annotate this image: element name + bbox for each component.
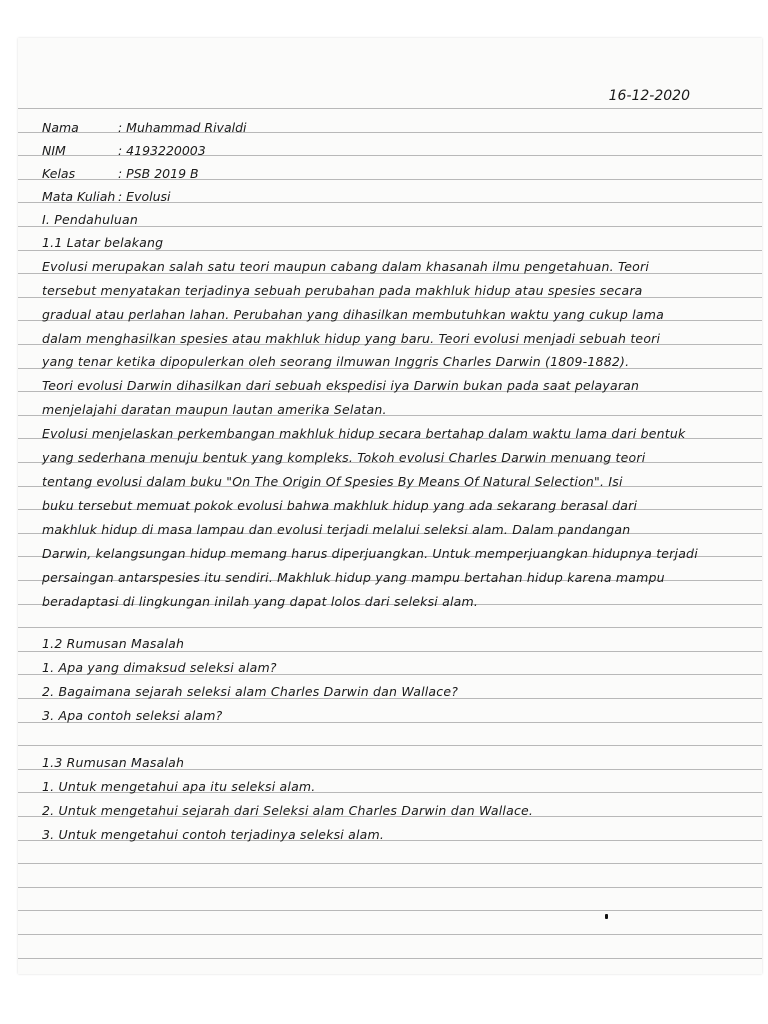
list-item: 1. Apa yang dimaksud seleksi alam? xyxy=(42,660,277,675)
paragraph-line: Evolusi merupakan salah satu teori maupun cabang dalam khasanah ilmu pengetahuan. Teori xyxy=(42,259,649,274)
list-item: 2. Untuk mengetahui sejarah dari Seleksi alam Charles Darwin dan Wallace. xyxy=(42,803,534,818)
heading-rumusan-masalah-1-3: 1.3 Rumusan Masalah xyxy=(42,755,185,770)
field-nama xyxy=(42,120,247,135)
paragraph-line: buku tersebut memuat pokok evolusi bahwa makhluk hidup yang ada sekarang berasal dari xyxy=(42,498,638,513)
paragraph-line: Evolusi menjelaskan perkembangan makhluk hidup secara bertahap dalam waktu lama dari bentuk xyxy=(42,426,686,441)
paragraph-line: Darwin, kelangsungan hidup memang harus diperjuangkan. Untuk memperjuangkan hidupnya terjadi xyxy=(42,546,698,561)
field-value: : Muhammad Rivaldi xyxy=(118,120,247,135)
paragraph-line: makhluk hidup di masa lampau dan evolusi terjadi melalui seleksi alam. Dalam pandangan xyxy=(42,522,631,537)
heading-pendahuluan: I. Pendahuluan xyxy=(42,212,139,227)
field-label: Mata Kuliah xyxy=(42,189,116,204)
paragraph-line: gradual atau perlahan lahan. Perubahan yang dihasilkan membutuhkan waktu yang cukup lama xyxy=(42,307,664,322)
ruled-line xyxy=(18,108,762,109)
paragraph-line: tentang evolusi dalam buku "On The Origin Of Spesies By Means Of Natural Selection". Isi xyxy=(42,474,623,489)
field-kelas xyxy=(42,166,199,181)
heading-latar-belakang: 1.1 Latar belakang xyxy=(42,235,164,250)
field-nim xyxy=(42,143,206,158)
ruled-line xyxy=(18,934,762,935)
list-item: 2. Bagaimana sejarah seleksi alam Charles Darwin dan Wallace? xyxy=(42,684,459,699)
ruled-line xyxy=(18,910,762,911)
paragraph-line: persaingan antarspesies itu sendiri. Makhluk hidup yang mampu bertahan hidup karena mampu xyxy=(42,570,665,585)
paragraph-line: dalam menghasilkan spesies atau makhluk hidup yang baru. Teori evolusi menjadi sebuah teori xyxy=(42,331,661,346)
ruled-line xyxy=(18,958,762,959)
field-value: : Evolusi xyxy=(118,189,171,204)
list-item: 3. Apa contoh seleksi alam? xyxy=(42,708,223,723)
ruled-line xyxy=(18,651,762,652)
list-item: 1. Untuk mengetahui apa itu seleksi alam. xyxy=(42,779,316,794)
ink-dot xyxy=(605,914,608,919)
ruled-line xyxy=(18,887,762,888)
date: 16-12-2020 xyxy=(608,88,690,104)
field-value: : 4193220003 xyxy=(118,143,206,158)
paragraph-line: tersebut menyatakan terjadinya sebuah perubahan pada makhluk hidup atau spesies secara xyxy=(42,283,643,298)
paragraph-line: Teori evolusi Darwin dihasilkan dari sebuah ekspedisi iya Darwin bukan pada saat pelayaran xyxy=(42,378,640,393)
field-value: : PSB 2019 B xyxy=(118,166,199,181)
paragraph-line: yang sederhana menuju bentuk yang kompleks. Tokoh evolusi Charles Darwin menuang teori xyxy=(42,450,646,465)
ruled-line xyxy=(18,745,762,746)
paragraph-line: yang tenar ketika dipopulerkan oleh seorang ilmuwan Inggris Charles Darwin (1809-1882). xyxy=(42,354,630,369)
paragraph-line: beradaptasi di lingkungan inilah yang dapat lolos dari seleksi alam. xyxy=(42,594,479,609)
notebook-page xyxy=(18,38,762,974)
ruled-line xyxy=(18,627,762,628)
paragraph-line: menjelajahi daratan maupun lautan amerika Selatan. xyxy=(42,402,387,417)
ruled-line xyxy=(18,863,762,864)
ruled-line xyxy=(18,250,762,251)
field-label: Nama xyxy=(42,120,79,135)
list-item: 3. Untuk mengetahui contoh terjadinya seleksi alam. xyxy=(42,827,385,842)
heading-rumusan-masalah-1-2: 1.2 Rumusan Masalah xyxy=(42,636,185,651)
field-label: NIM xyxy=(42,143,66,158)
field-label: Kelas xyxy=(42,166,76,181)
field-mata-kuliah xyxy=(42,189,171,204)
